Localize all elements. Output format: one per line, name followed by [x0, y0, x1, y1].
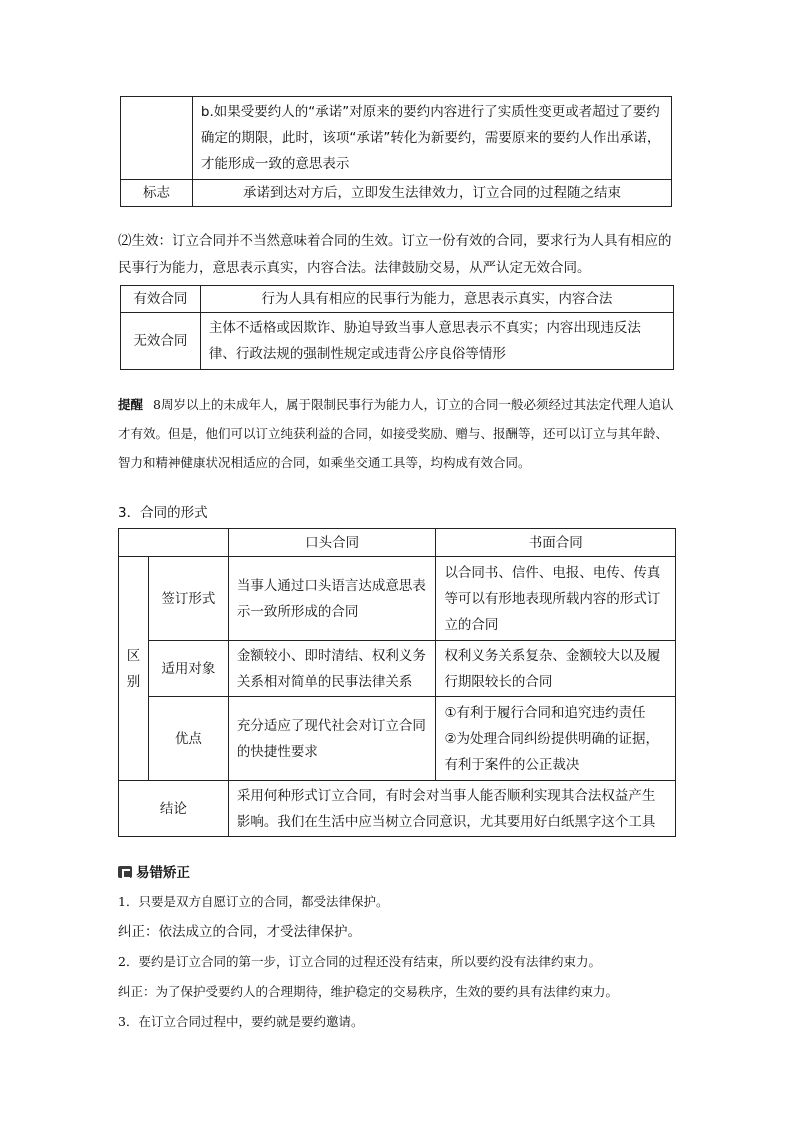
- contract-forms-table: [118, 528, 676, 837]
- empty-label-cell: [121, 97, 193, 180]
- invalid-text: 主体不适格或因欺诈、胁迫导致当事人意思表示不真实；内容出现违反法律、行政法规的强制性规定或违背公序良俗等情形: [200, 313, 673, 370]
- group-char-1: 区: [126, 647, 141, 664]
- b-text-cell: b.如果受要约人的“承诺”对原来的要约内容进行了实质性变更或者超过了要约确定的期限，此时，该项“承诺”转化为新要约，需要原来的要约人作出承诺，才能形成一致的意思表示: [192, 97, 671, 180]
- invalid-label: 无效合同: [121, 313, 201, 370]
- row1-label: 签订形式: [148, 557, 228, 641]
- table-row: [121, 180, 672, 207]
- table-row: [119, 529, 676, 557]
- error-heading: [118, 860, 678, 887]
- table-row: [121, 97, 672, 180]
- row3-written-item-2: ②为处理合同纠纷提供明确的证据，有利于案件的公正裁决: [444, 730, 660, 773]
- table-row: [119, 781, 676, 837]
- col-written-header: 书面合同: [436, 529, 676, 557]
- group-char-2: 别: [126, 673, 141, 690]
- corner-cell: [119, 529, 229, 557]
- validity-table: [120, 285, 674, 370]
- difference-group-label: [119, 557, 149, 781]
- row3-written-item-1: ①有利于履行合同和追究违约责任: [444, 704, 646, 721]
- error-item-3: 3．在订立合同过程中，要约就是要约邀请。: [118, 1014, 364, 1029]
- acceptance-table: [120, 96, 672, 207]
- effect-paragraph: ⑵生效：订立合同并不当然意味着合同的生效。订立一份有效的合同，要求行为人具有相应的民事行为能力，意思表示真实，内容合法。法律鼓励交易，从严认定无效合同。: [118, 233, 672, 276]
- correction-badge-icon: [118, 866, 132, 878]
- forms-heading: 3．合同的形式: [118, 505, 208, 521]
- tip-text: 8周岁以上的未成年人，属于限制民事行为能力人，订立的合同一般必须经过其法定代理人追认才有效。但是，他们可以订立纯获利益的合同，如接受奖励、赠与、报酬等，还可以订立与其年龄、智力和精神健康状况相适应的合同，如乘坐交通工具等，均构成有效合同。: [118, 397, 674, 470]
- row2-written: 权利义务关系复杂、金额较大以及履行期限较长的合同: [436, 641, 676, 697]
- col-oral-header: 口头合同: [228, 529, 436, 557]
- error-fix-1: 纠正：依法成立的合同，才受法律保护。: [118, 924, 361, 940]
- sign-label: 标志: [121, 180, 193, 207]
- error-heading-text: 易错矫正: [136, 865, 190, 881]
- error-item-1: 1．只要是双方自愿订立的合同，都受法律保护。: [118, 894, 389, 909]
- table-row: [121, 286, 674, 313]
- error-correction-section: [118, 860, 678, 1037]
- tip-label: 提醒: [118, 397, 144, 412]
- error-fix-2: 纠正：为了保护受要约人的合理期待，维护稳定的交易秩序，生效的要约具有法律约束力。: [118, 984, 619, 999]
- conclusion-label: 结论: [119, 781, 229, 837]
- row2-oral: 金额较小、即时清结、权利义务关系相对简单的民事法律关系: [228, 641, 436, 697]
- valid-label: 有效合同: [121, 286, 201, 313]
- row3-oral: 充分适应了现代社会对订立合同的快捷性要求: [228, 697, 436, 781]
- row2-label: 适用对象: [148, 641, 228, 697]
- conclusion-text: 采用何种形式订立合同，有时会对当事人能否顺利实现其合法权益产生影响。我们在生活中应当树立合同意识，尤其要用好白纸黑字这个工具: [228, 781, 675, 837]
- row1-written: 以合同书、信件、电报、电传、传真等可以有形地表现所载内容的形式订立的合同: [436, 557, 676, 641]
- table-row: [119, 697, 676, 781]
- table-row: [121, 313, 674, 370]
- table-row: [119, 641, 676, 697]
- valid-text: 行为人具有相应的民事行为能力，意思表示真实，内容合法: [200, 286, 673, 313]
- sign-text: 承诺到达对方后，立即发生法律效力，订立合同的过程随之结束: [192, 180, 671, 207]
- row3-label: 优点: [148, 697, 228, 781]
- row1-oral: 当事人通过口头语言达成意思表示一致所形成的合同: [228, 557, 436, 641]
- table-row: [119, 557, 676, 641]
- row3-written: [436, 697, 676, 781]
- error-item-2: 2．要约是订立合同的第一步，订立合同的过程还没有结束，所以要约没有法律约束力。: [118, 954, 601, 969]
- tip-paragraph: [118, 390, 678, 477]
